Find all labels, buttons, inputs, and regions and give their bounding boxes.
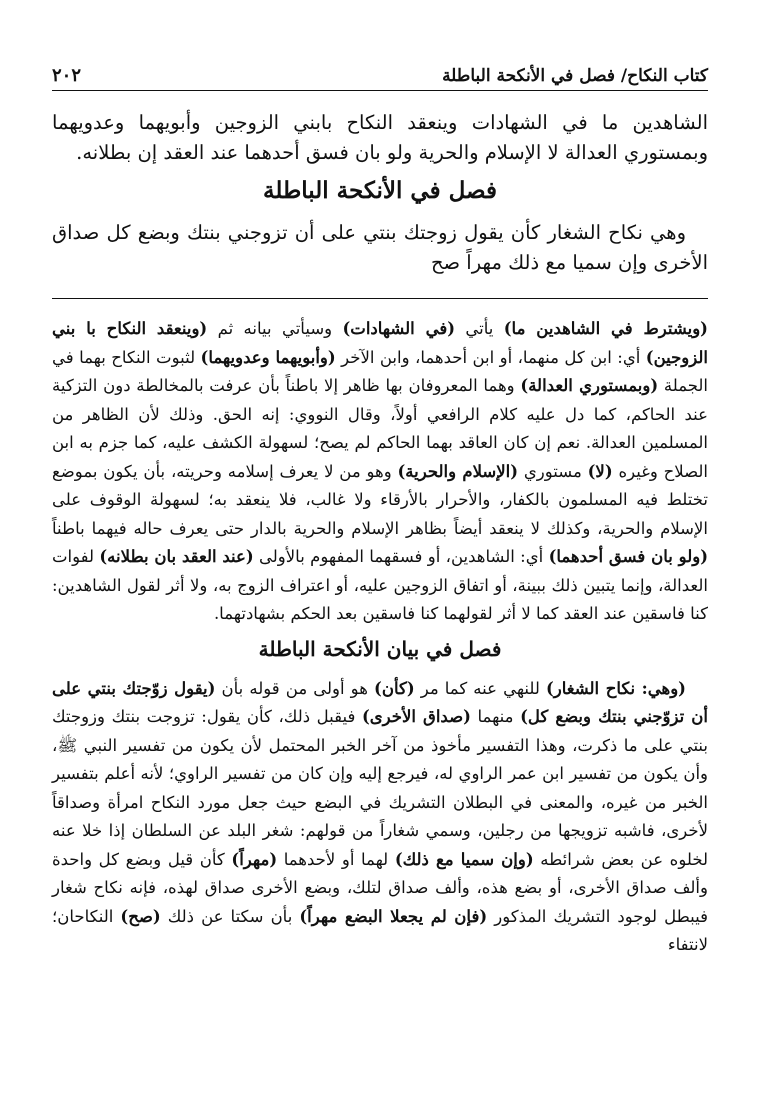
matn-quote: (كأن) [374,678,415,698]
commentary-segment: لثبوت النكاح بهما في الجملة [52,347,708,395]
matn-quote: (عند العقد بان بطلانه) [99,547,254,566]
commentary-segment: أي: الشاهدين، أو فسقهما المفهوم بالأولى [253,547,549,566]
commentary-segment: منهما [470,707,521,726]
page-header [52,60,708,91]
commentary-segment: بأن سكتا عن ذلك [160,906,300,926]
page-number: ٢٠٢ [52,65,82,86]
matn-quote: (وهي: نكاح الشغار) [546,678,686,698]
commentary-heading: فصل في بيان الأنكحة الباطلة [258,636,502,661]
matn-quote: (ولو بان فسق أحدهما) [548,547,709,566]
commentary-segment: للنهي عنه كما مر [414,678,546,698]
matn-quote: (صداق الأخرى) [361,707,471,726]
footnote-divider [52,298,708,299]
commentary-segment: النكاحان؛ لانتفاء [52,906,708,954]
matn-quote: (مهراً) [231,849,278,869]
commentary-segment: كأن قيل وبضع كل واحدة وألف صداق الأخرى، أو بضع هذه، وألف صداق لتلك، وبضع الأخرى صداق لهذه، فإنه نكاح شغار فيبطل لوجود التشريك المذكور [52,849,708,926]
matn-paragraph: وهي نكاح الشغار كأن يقول زوجتك بنتي على أن تزوجني بنتك وبضع كل صداق الأخرى وإن سميا مع ذلك مهراً صح [52,221,708,274]
commentary-segment: فيقبل ذلك، كأن يقول: تزوجت بنتك وزوجتك بنتي على ما ذكرت، وهذا التفسير مأخوذ من آخر الخبر المحتمل لأن يكون من تفسير النبي ﷺ، وأن يكون من تفسير ابن عمر الراوي له، فيرجع إليه وإن كان من تفسير الراوي؛ لأنه أعلم بتفسير الخبر من غيره، والمعنى في البطلان التشريك في البضع حيث جعل مورد النكاح امرأة وصداقاً لأخرى، فاشبه تزويجها من رجلين، وسمي شغاراً من قولهم: شغر البلد عن السلطان إذا خلا عنه لخلوه عن بعض شرائطه [52,707,708,869]
matn-quote: (يقول زوّجتك بنتي على أن تزوّجني بنتك وبضع كل) [52,678,709,726]
commentary-segment: هو أولى من قوله بأن [215,678,375,698]
commentary-text [52,315,708,960]
commentary-segment: يأتي [455,319,504,338]
matn-quote: (وينعقد النكاح با بني الزوجين) [52,319,708,367]
commentary-segment: لفوات العدالة، وإنما يتبين ذلك ببينة، أو اتفاق الزوجين عليه، أو اعتراف الزوج به، ولا أثر لقول الشاهدين: كنا فاسقين عند العقد كما لا أثر لقولهما كنا فاسقين بعد الحكم بشهادتهما. [52,547,708,623]
commentary-segment: وسيأتي بيانه ثم [207,319,343,338]
matn-quote: (في الشهادات) [342,319,456,338]
running-title: كتاب النكاح/ فصل في الأنكحة الباطلة [442,66,708,86]
commentary-segment: مستوري [518,461,588,481]
matn-quote: (ويشترط في الشاهدين ما) [503,319,708,338]
matn-paragraph: الشاهدين ما في الشهادات وينعقد النكاح بابني الزوجين وأبويهما وعدويهما وبمستوري العدالة لا الإسلام والحرية ولو بان فسق أحدهما عند العقد إن بطلانه. [52,111,708,164]
commentary-segment: وهو من لا يعرف إسلامه وحريته، بأن يكون بموضع تختلط فيه المسلمون بالكفار، والأحرار بالأرقاء ولا غالب، فلا ينعقد به؛ لسهولة الوقوف على الإسلام والحرية، وكذلك لا ينعقد أيضاً بظاهر الإسلام والحرية بالدار حتى يعرف حاله فيهما باطناً [52,461,708,538]
section-heading: فصل في الأنكحة الباطلة [263,177,497,204]
commentary-paragraph [52,675,708,960]
commentary-segment: أي: ابن كل منهما، أو ابن أحدهما، وابن الآخر [335,347,646,367]
matn-quote: (وإن سميا مع ذلك) [394,849,534,869]
commentary-segment: لهما أو لأحدهما [277,849,395,869]
commentary-paragraph [52,315,708,629]
matn-quote: (لا) [587,461,613,481]
matn-quote: (فإن لم يجعلا البضع مهراً) [299,906,488,926]
main-text [52,108,708,278]
matn-quote: (وأبويهما وعدويهما) [200,347,336,367]
matn-quote: (الإسلام والحرية) [397,461,519,481]
commentary-segment: وهما المعروفان بها ظاهر إلا باطناً بأن عرفت بالمخالطة دون التزكية عند الحاكم، كما دل عليه كلام الرافعي أولاً، وقال النووي: إنه الحق. وذلك لأن الظاهر من المسلمين العدالة. نعم إن كان العاقد بهما الحاكم لم يصح؛ لسهولة الكشف عليه، كما جزم به ابن الصلاح وغيره [52,376,709,481]
matn-quote: (وبمستوري العدالة) [520,376,659,395]
matn-quote: (صح) [120,906,161,926]
